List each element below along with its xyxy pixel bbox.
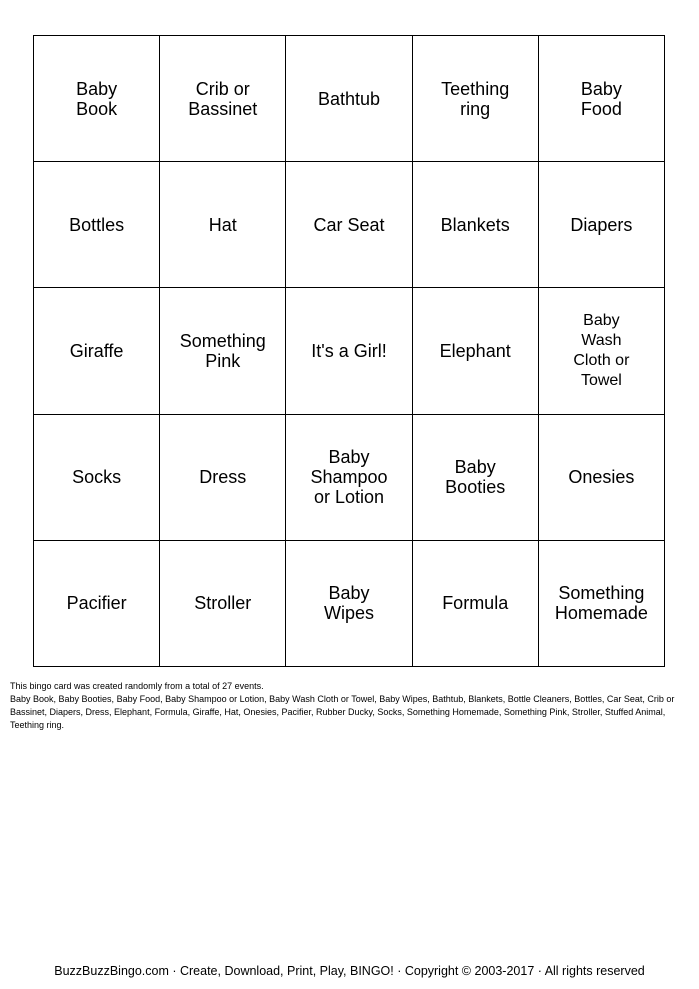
card-notes — [10, 680, 690, 732]
cell-label: Formula — [442, 593, 509, 614]
cell-label: Baby Book — [76, 78, 118, 119]
cell-label: Blankets — [440, 214, 510, 235]
cell-label: Stroller — [194, 593, 252, 614]
cell-label: Baby Shampoo or Lotion — [310, 447, 388, 508]
bingo-cell — [539, 36, 665, 162]
bingo-cell — [286, 162, 412, 288]
cell-label: Baby Wash Cloth or Towel — [573, 311, 630, 389]
bingo-cell — [539, 288, 665, 414]
bingo-cell — [413, 415, 539, 541]
bingo-cell — [160, 415, 286, 541]
bingo-cell — [413, 288, 539, 414]
cell-label: Teething ring — [441, 78, 510, 119]
cell-label: Baby Food — [580, 78, 622, 119]
cell-label: Something Pink — [179, 330, 266, 371]
bingo-cell — [34, 162, 160, 288]
cell-label: Elephant — [439, 340, 511, 361]
cell-label: Bottles — [69, 214, 125, 235]
bingo-cell — [34, 541, 160, 667]
bingo-cell — [286, 288, 412, 414]
cell-label: Car Seat — [313, 214, 385, 235]
notes-event-list: Baby Book, Baby Booties, Baby Food, Baby Shampoo or Lotion, Baby Wash Cloth or Towel, Baby Wipes, Bathtub, Blankets, Bottle Cleaners, Bottles, Car Seat, Crib or Bassinet, Diapers, Dress, Elephant, Formula, Giraffe, Hat, Onesies, Pacifier, Rubber Ducky, Socks, Something Homemade, Something Pink, Stroller, Stuffed Animal, Teething ring. — [10, 694, 675, 730]
bingo-cell — [539, 541, 665, 667]
page-footer: BuzzBuzzBingo.com · Create, Download, Print, Play, BINGO! · Copyright © 2003-2017 · All rights reserved — [54, 964, 645, 978]
bingo-cell — [34, 415, 160, 541]
cell-label: Dress — [199, 467, 247, 488]
bingo-cell — [539, 162, 665, 288]
cell-label: Diapers — [570, 214, 633, 235]
bingo-cell — [160, 541, 286, 667]
bingo-cell — [286, 415, 412, 541]
cell-label: Giraffe — [69, 340, 124, 361]
bingo-cell — [160, 36, 286, 162]
cell-label: Socks — [72, 467, 122, 488]
cell-label: It's a Girl! — [311, 340, 387, 361]
notes-intro: This bingo card was created randomly from a total of 27 events. — [10, 681, 264, 691]
bingo-cell — [286, 541, 412, 667]
cell-label: Pacifier — [66, 593, 127, 614]
bingo-cell — [286, 36, 412, 162]
cell-label: Baby Wipes — [323, 583, 374, 624]
cell-label: Hat — [208, 214, 237, 235]
bingo-card — [33, 35, 665, 667]
cell-label: Baby Booties — [445, 457, 506, 498]
bingo-cell — [160, 162, 286, 288]
cell-label: Onesies — [568, 467, 635, 488]
cell-label: Something Homemade — [554, 583, 648, 624]
bingo-cell — [413, 36, 539, 162]
bingo-cell — [34, 36, 160, 162]
cell-label: Crib or Bassinet — [188, 78, 258, 119]
bingo-cell — [160, 288, 286, 414]
cell-label: Bathtub — [317, 88, 381, 109]
bingo-cell — [539, 415, 665, 541]
bingo-cell — [413, 162, 539, 288]
bingo-cell — [34, 288, 160, 414]
bingo-cell — [413, 541, 539, 667]
